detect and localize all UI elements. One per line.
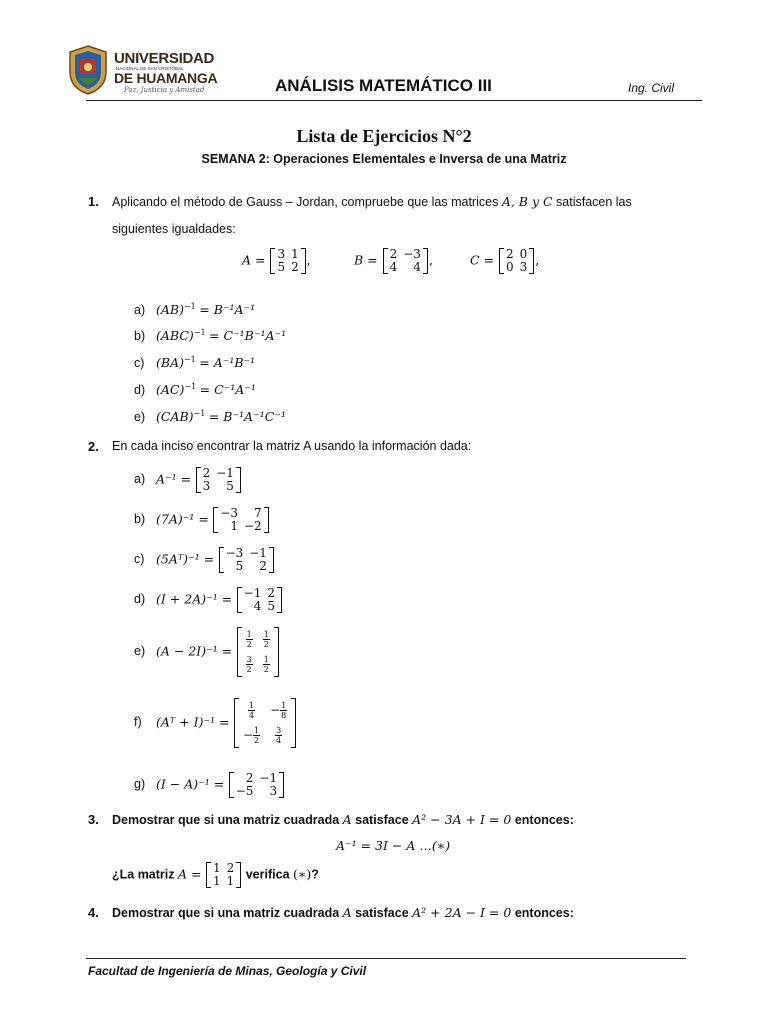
ex2-matrix-b: −3 7 1 −2 <box>213 507 268 533</box>
exercise-4-statement: Demostrar que si una matriz cuadrada A satisface A² + 2A − I = 0 entonces: <box>112 905 574 920</box>
matrix-b: 2 −3 4 4 <box>383 248 428 274</box>
exercise-2-number: 2. <box>88 439 99 454</box>
footer-faculty: Facultad de Ingeniería de Minas, Geología y Civil <box>88 964 367 978</box>
exercise-1-text-b: satisfacen las <box>556 195 632 209</box>
page-subtitle: SEMANA 2: Operaciones Elementales e Inversa de una Matriz <box>201 152 567 166</box>
ex2-matrix-g: 2 −1 −5 3 <box>229 772 284 798</box>
header-divider <box>86 100 702 101</box>
ex1-item-c: c) (BA)$^{-1}$ = A⁻¹B⁻¹ <box>134 355 256 371</box>
ex2-matrix-f: $\frac{1}{4}$ − $\frac{1}{8}$ − $\frac{1}{2}$ $\frac{3}{4}$ <box>234 698 296 748</box>
page-title: Lista de Ejercicios N°2 <box>296 126 472 146</box>
ex2-matrix-e: $\frac{1}{2}$ $\frac{1}{2}$ $\frac{3}{2}$ $\frac{1}{2}$ <box>237 627 279 677</box>
ex2-matrix-a: 2 −1 3 5 <box>196 467 241 493</box>
footer-divider <box>86 958 686 959</box>
ex2-item-d: d) (I + 2A)⁻¹ = −1 2 4 5 <box>134 587 283 613</box>
matrix-c-definition: C = 2 0 0 3 , <box>470 247 540 274</box>
career-label: Ing. Civil <box>628 81 675 95</box>
exercise-1-number: 1. <box>88 194 99 209</box>
matrix-a-definition: A = 3 1 5 2 , <box>242 247 311 274</box>
course-title: ANÁLISIS MATEMÁTICO III <box>275 76 492 95</box>
exercise-3-number: 3. <box>88 812 99 827</box>
ex2-item-g: g) (I − A)⁻¹ = 2 −1 −5 3 <box>134 772 285 798</box>
matrix-a: 3 1 5 2 <box>270 248 305 274</box>
exercise-4-number: 4. <box>88 905 99 920</box>
university-name-line2: NACIONAL DE SAN CRISTÓBAL <box>116 66 184 71</box>
university-name-line3: DE HUAMANGA <box>114 70 218 86</box>
university-motto: Paz, Justicia y Amistad <box>124 86 205 94</box>
ex2-item-e: e) (A − 2I)⁻¹ = $\frac{1}{2}$ $\frac{1}{2}$ $\frac{3}{2}$ $\frac{1}{2}$ <box>134 627 280 677</box>
ex2-item-a: a) A⁻¹ = 2 −1 3 5 <box>134 467 242 493</box>
ex1-item-e: e) (CAB)$^{-1}$ = B⁻¹A⁻¹C⁻¹ <box>134 409 286 425</box>
ex1-item-b: b) (ABC)$^{-1}$ = C⁻¹B⁻¹A⁻¹ <box>134 328 287 344</box>
exercise-1-text-a: Aplicando el método de Gauss – Jordan, compruebe que las matrices <box>112 195 499 209</box>
exercise-1-vars: A, B y C <box>501 194 553 209</box>
university-seal-logo <box>66 44 110 96</box>
ex2-matrix-d: −1 2 4 5 <box>237 587 282 613</box>
university-name-line1: UNIVERSIDAD <box>114 50 215 67</box>
ex2-matrix-c: −3 −1 5 2 <box>219 547 274 573</box>
exercise-1-text-c: siguientes igualdades: <box>112 222 236 236</box>
exercise-3-statement: Demostrar que si una matriz cuadrada A satisface A² − 3A + I = 0 entonces: <box>112 812 574 827</box>
matrix-c: 2 0 0 3 <box>499 248 534 274</box>
ex2-item-f: f) (Aᵀ + I)⁻¹ = $\frac{1}{4}$ − $\frac{1}{8}$ − $\frac{1}{2}$ $\frac{3}{4}$ <box>134 698 297 748</box>
ex2-item-b: b) (7A)⁻¹ = −3 7 1 −2 <box>134 507 270 533</box>
ex1-item-a: a) (AB)$^{-1}$ = B⁻¹A⁻¹ <box>134 302 256 318</box>
exercise-2-statement: En cada inciso encontrar la matriz A usando la información dada: <box>112 439 472 453</box>
exercise-3-result: A⁻¹ = 3I − A …(∗) <box>336 838 451 853</box>
exercise-1-statement <box>112 194 688 209</box>
ex1-item-d: d) (AC)$^{-1}$ = C⁻¹A⁻¹ <box>134 382 256 398</box>
ex2-item-c: c) (5Aᵀ)⁻¹ = −3 −1 5 2 <box>134 547 275 573</box>
exercise-3-question: ¿La matriz A = 1 2 1 1 verifica (∗)? <box>112 861 319 888</box>
ex3-matrix: 1 2 1 1 <box>206 862 241 888</box>
matrix-b-definition: B = 2 −3 4 4 , <box>354 247 433 274</box>
